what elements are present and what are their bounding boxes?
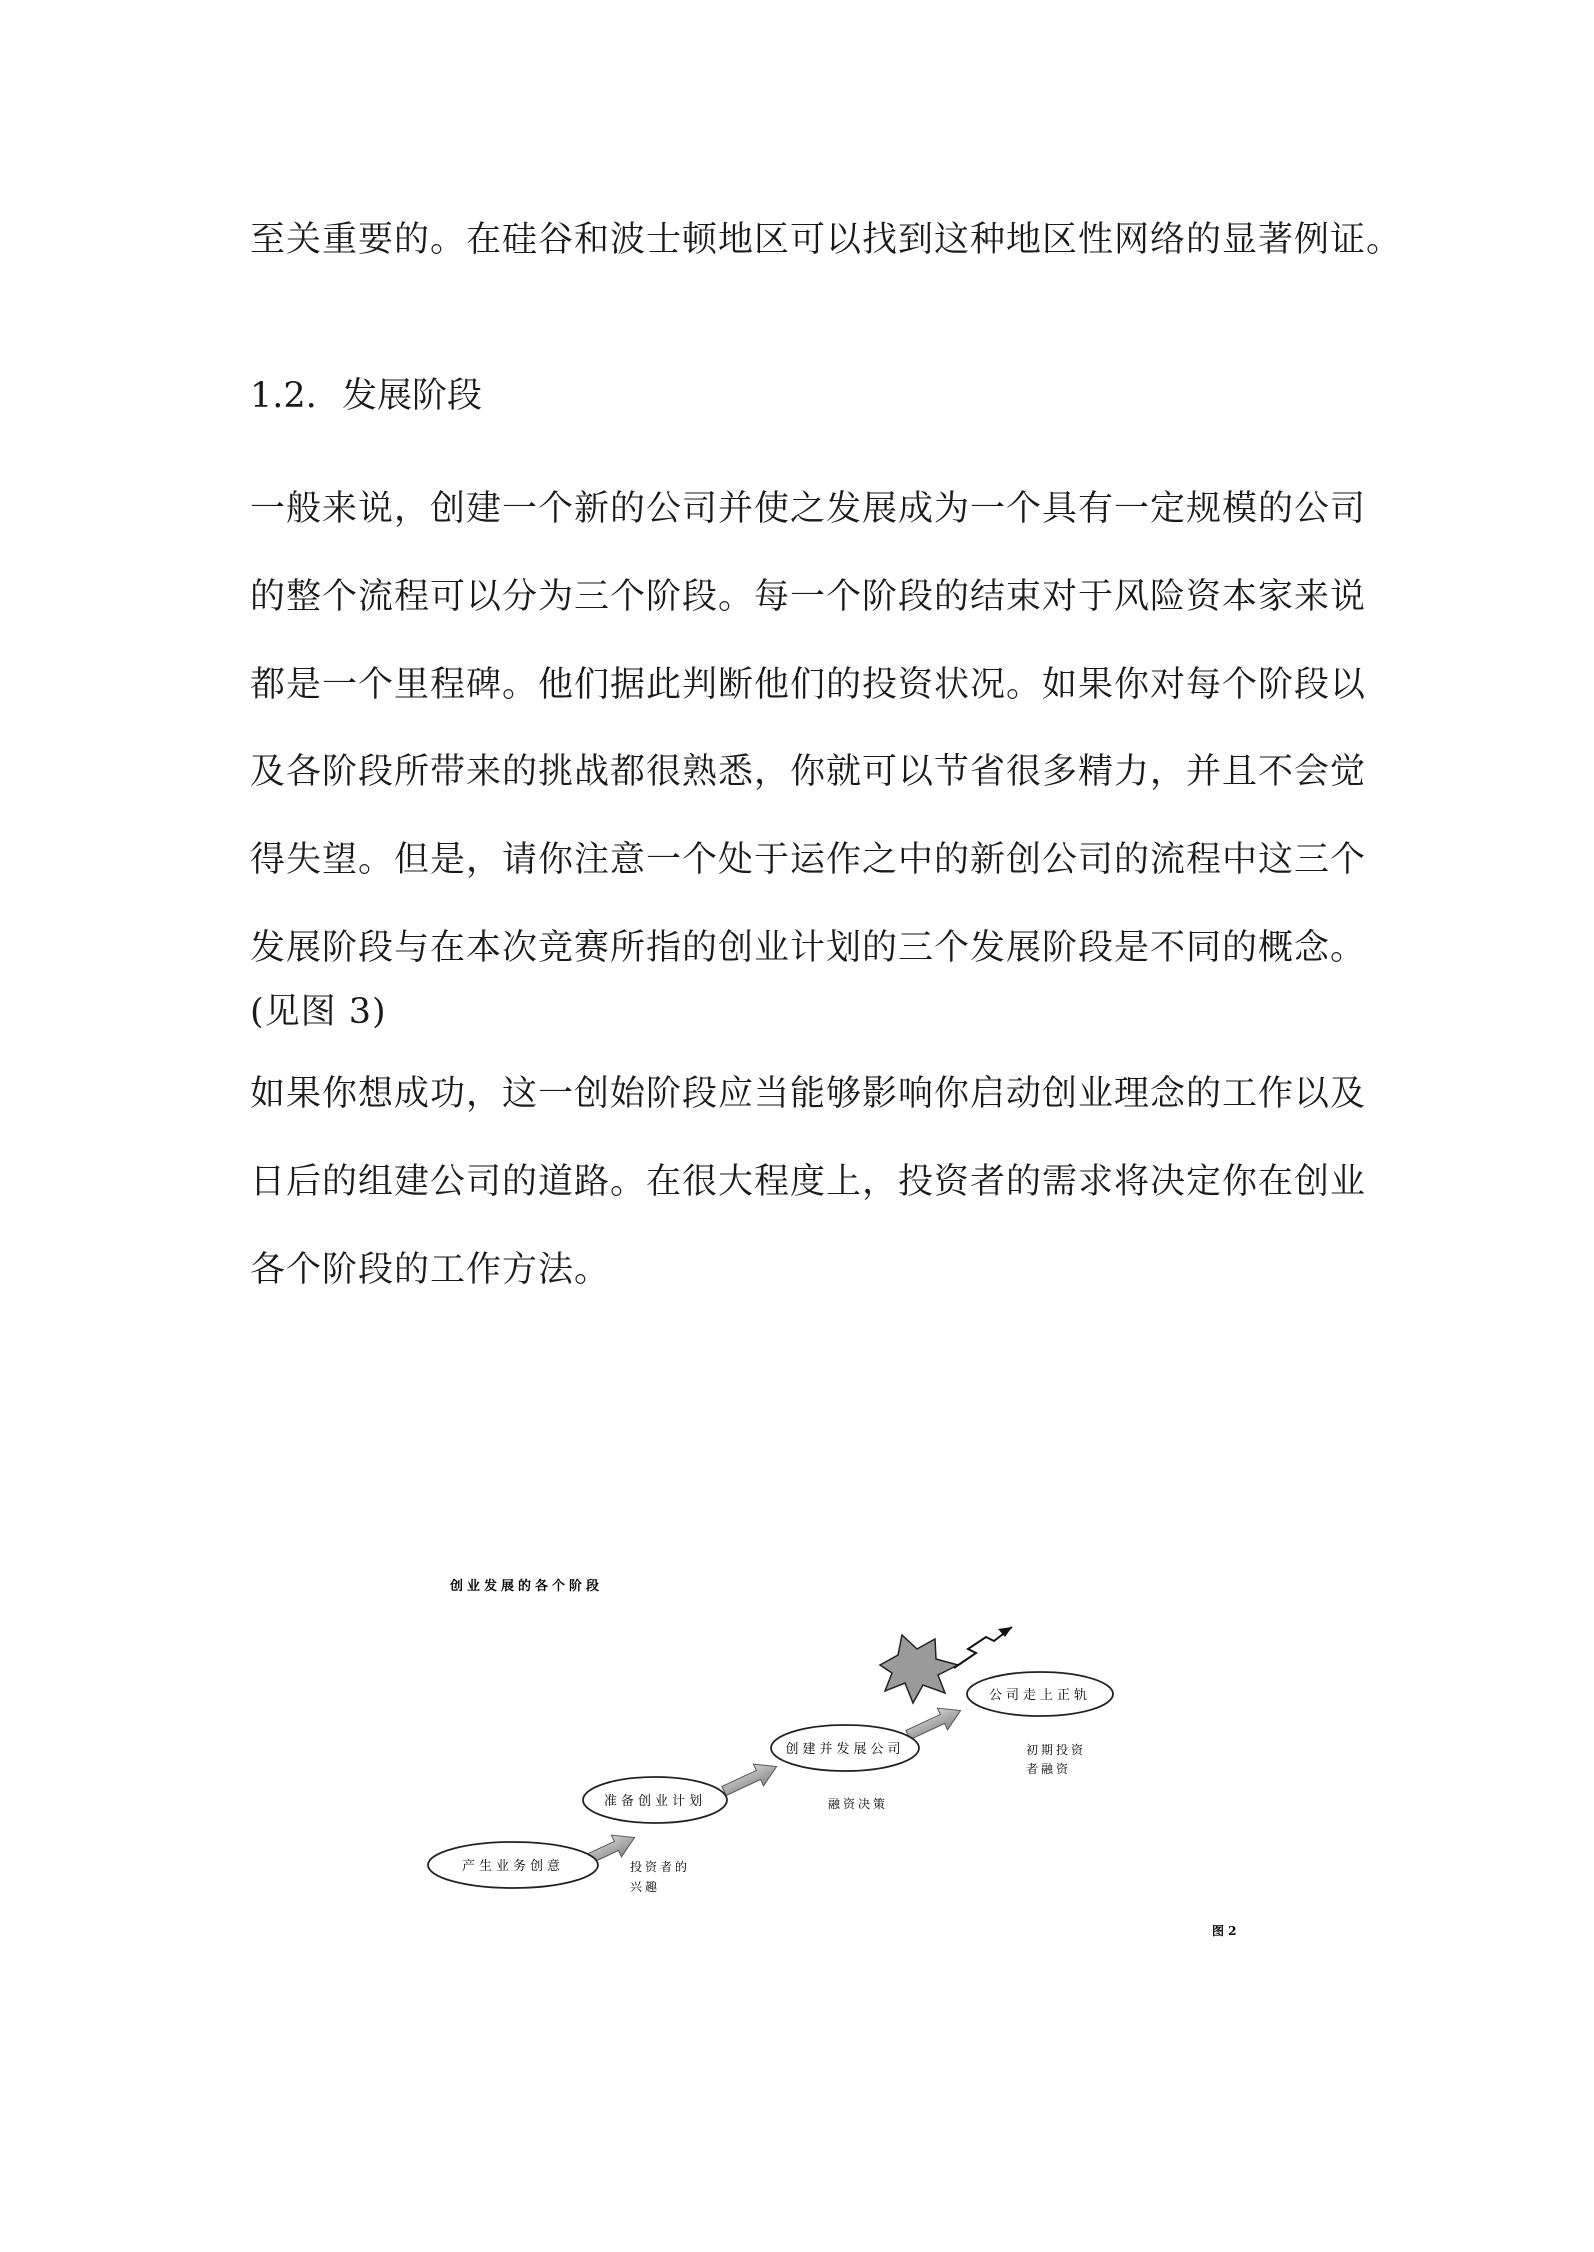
text-line: 至关重要的。在硅谷和波士顿地区可以找到这种地区性网络的显著例证。 bbox=[250, 220, 1403, 260]
text-line: 都是一个里程碑。他们据此判断他们的投资状况。如果你对每个阶段以 bbox=[250, 665, 1367, 705]
milestone-label: 兴趣 bbox=[630, 1880, 661, 1894]
text-line: 的整个流程可以分为三个阶段。每一个阶段的结束对于风险资本家来说 bbox=[250, 577, 1367, 617]
section-number: 1.2. bbox=[250, 376, 317, 416]
text-line: 及各阶段所带来的挑战都很熟悉，你就可以节省很多精力，并且不会觉 bbox=[250, 752, 1367, 792]
stage-label-3: 创建并发展公司 bbox=[785, 1742, 905, 1757]
milestone-label: 者融资 bbox=[1026, 1762, 1072, 1776]
text-line: 各个阶段的工作方法。 bbox=[250, 1250, 611, 1290]
text-line: 一般来说，创建一个新的公司并使之发展成为一个具有一定规模的公司 bbox=[250, 489, 1367, 529]
stage-label-2: 准备创业计划 bbox=[603, 1794, 707, 1809]
text-line: 发展阶段与在本次竞赛所指的创业计划的三个发展阶段是不同的概念。 bbox=[250, 928, 1367, 968]
milestone-label: 初期投资 bbox=[1026, 1743, 1087, 1757]
figure-title: 创业发展的各个阶段 bbox=[450, 1579, 604, 1594]
text-line: 如果你想成功，这一创始阶段应当能够影响你启动创业理念的工作以及 bbox=[250, 1074, 1367, 1114]
stage-arrow-icon bbox=[719, 1756, 782, 1802]
text-line: 日后的组建公司的道路。在很大程度上，投资者的需求将决定你在创业 bbox=[250, 1162, 1367, 1202]
stage-label-1: 产生业务创意 bbox=[461, 1859, 565, 1874]
milestone-label: 融资决策 bbox=[828, 1797, 889, 1811]
burst-icon bbox=[880, 1635, 958, 1703]
stage-label-4: 公司走上正轨 bbox=[988, 1688, 1092, 1703]
milestone-label: 投资者的 bbox=[630, 1860, 691, 1874]
text-line: (见图 3) bbox=[250, 992, 387, 1032]
stages-figure bbox=[420, 1565, 1280, 1945]
section-title: 发展阶段 bbox=[342, 376, 483, 416]
figure-caption: 图 2 bbox=[1212, 1924, 1237, 1938]
section-heading bbox=[250, 374, 482, 418]
stages-diagram bbox=[420, 1565, 1280, 1945]
text-line: 得失望。但是，请你注意一个处于运作之中的新创公司的流程中这三个 bbox=[250, 840, 1367, 880]
